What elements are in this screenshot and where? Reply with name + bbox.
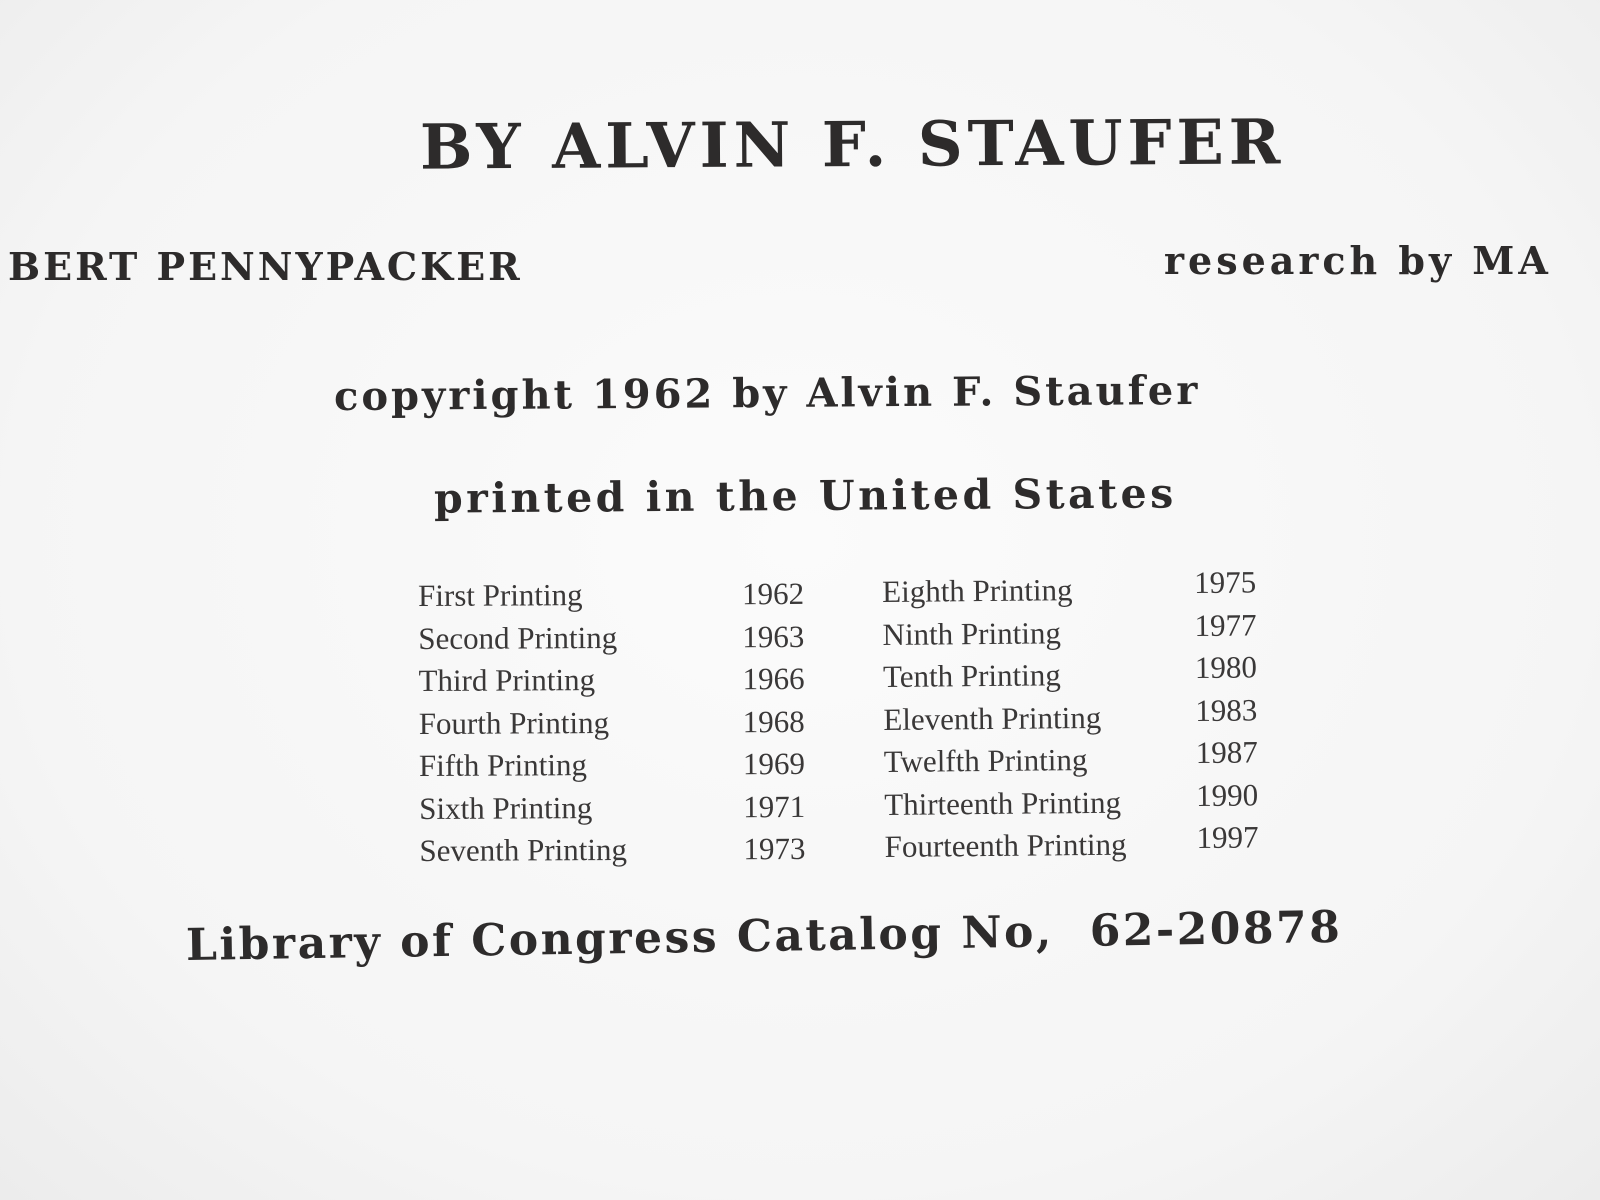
printing-history-left — [418, 575, 806, 875]
research-credit: research by MA — [1164, 238, 1552, 283]
printing-year: 1971 — [743, 788, 806, 824]
printing-label: Third Printing — [418, 662, 596, 698]
printing-year: 1963 — [742, 618, 805, 654]
printing-label: Ninth Printing — [882, 614, 1062, 652]
printing-label: Fourth Printing — [418, 704, 610, 741]
printing-year: 1987 — [1195, 734, 1258, 770]
printing-year: 1990 — [1195, 776, 1259, 813]
printing-year: 1973 — [743, 830, 806, 867]
printing-year: 1969 — [742, 745, 806, 782]
catalog-number: 62-20878 — [1089, 901, 1343, 957]
printing-label: Thirteenth Printing — [884, 784, 1122, 822]
printing-label: Eleventh Printing — [883, 699, 1102, 737]
printing-year: 1968 — [742, 703, 805, 739]
printing-label: Twelfth Printing — [883, 742, 1088, 779]
printing-label: Tenth Printing — [882, 657, 1061, 694]
printing-year: 1983 — [1195, 691, 1258, 728]
printing-label: Second Printing — [418, 619, 618, 656]
printing-year: 1997 — [1196, 819, 1259, 855]
printing-label: Fifth Printing — [418, 747, 588, 783]
printing-year: 1977 — [1194, 606, 1257, 643]
printing-history-right — [882, 564, 1259, 871]
printing-label: First Printing — [418, 577, 583, 613]
printing-label: Seventh Printing — [419, 831, 628, 868]
printing-year: 1962 — [741, 575, 805, 612]
library-of-congress-line — [186, 902, 1343, 971]
copyright-notice: copyright 1962 by Alvin F. Staufer — [333, 366, 1201, 421]
photo-credit: BERT PENNYPACKER — [8, 244, 523, 289]
printing-label: Fourteenth Printing — [884, 826, 1127, 864]
printed-in-notice: printed in the United States — [433, 469, 1177, 523]
author-line: BY ALVIN F. STAUFER — [419, 105, 1286, 184]
printing-year: 1975 — [1193, 564, 1257, 601]
printing-year: 1980 — [1194, 649, 1258, 685]
catalog-label: Library of Congress Catalog No, — [185, 906, 1055, 971]
printing-label: Sixth Printing — [419, 789, 593, 826]
printing-label: Eighth Printing — [882, 572, 1073, 609]
printing-year: 1966 — [742, 660, 805, 697]
